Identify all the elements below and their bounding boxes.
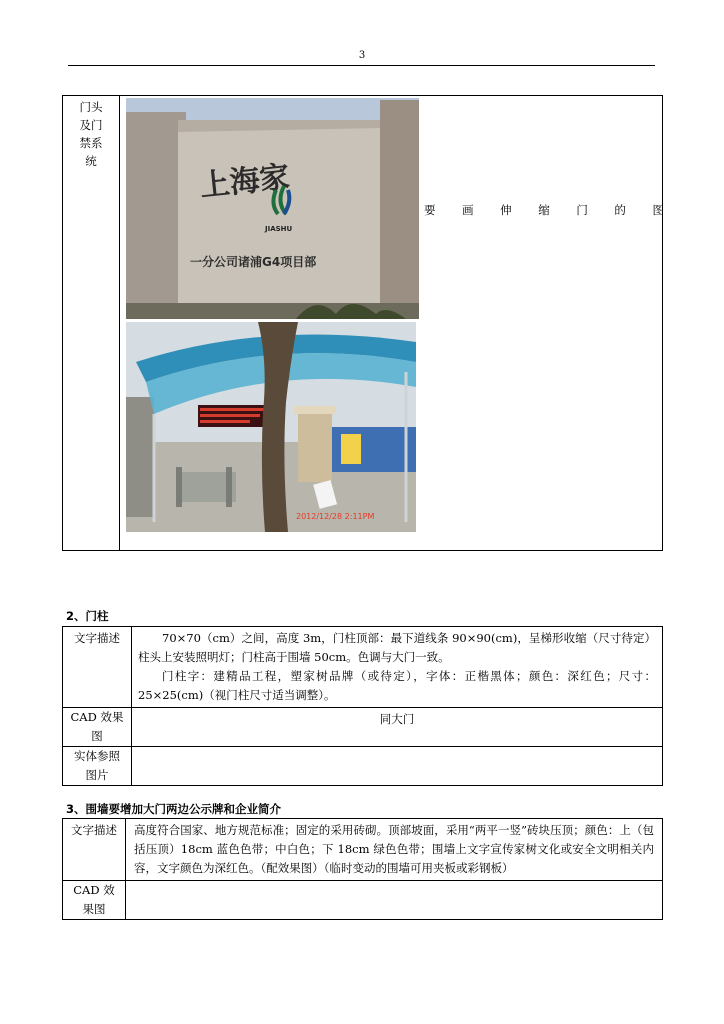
s2-desc-para-2: 门柱字：建精品工程，塑家树品牌（或待定），字体：正楷黑体；颜色：深红色；尺寸：25×25(cm)（视门柱尺寸适当调整）。 <box>138 669 656 702</box>
s2-cad-label-text: CAD 效果图 <box>70 710 124 743</box>
s2-desc-content <box>132 627 663 708</box>
s2-photo-content <box>132 747 663 786</box>
s2-desc-para-1: 70×70（cm）之间，高度 3m，门柱顶部：最下道线条 90×90(cm)，呈梯形收缩（尺寸待定）柱头上安装照明灯；门柱高于围墙 50cm。色调与大门一致。 <box>138 631 656 664</box>
note-char: 的 <box>614 203 626 217</box>
page-number: 3 <box>358 50 366 61</box>
s3-cad-content <box>126 881 663 920</box>
note-char: 缩 <box>538 203 550 217</box>
svg-text:JIASHU: JIASHU <box>265 225 293 233</box>
photo-timestamp: 2012/12/28 2:11PM <box>296 512 375 521</box>
gate-label: 门头及门禁系统 <box>79 100 103 168</box>
gate-table <box>62 95 663 551</box>
company-name-text: 一分公司诸浦G4项目部 <box>190 255 317 269</box>
header-rule <box>68 65 655 66</box>
note-char: 伸 <box>500 203 512 217</box>
s3-desc-label <box>63 819 126 881</box>
s3-desc-label-text: 文字描述 <box>71 823 117 837</box>
s2-photo-label-text: 实体参照图片 <box>74 749 120 782</box>
note-char: 门 <box>576 203 588 217</box>
s2-photo-label <box>63 747 132 786</box>
s3-desc-text: 高度符合国家、地方规范标准；固定的采用砖砌。顶部坡面，采用“两平一竖”砖块压顶；颜色：上（包括压顶）18cm 蓝色色带；中白色；下 18cm 绿色色带；围墙上文字宣传家树文化或安全文明相关内容，文字颜色为深红色。（配效果图）（临时变动的围墙可用夹板或彩钢板） <box>134 823 654 875</box>
sign-wall-photo <box>126 98 419 319</box>
gate-label-cell <box>63 96 120 551</box>
s2-cad-content <box>132 708 663 747</box>
s3-cad-label-text: CAD 效果图 <box>73 883 115 916</box>
note-char: 图 <box>652 203 664 217</box>
s3-desc-content <box>126 819 663 881</box>
section3-heading: 3、围墙要增加大门两边公示牌和企业简介 <box>66 802 281 816</box>
s3-cad-label <box>63 881 126 920</box>
note-char: 画 <box>462 203 474 217</box>
gate-canopy-photo <box>126 322 416 532</box>
gate-content-cell <box>120 96 663 551</box>
gate-note <box>424 201 664 220</box>
note-char: 要 <box>424 203 436 217</box>
section3-table <box>62 818 663 920</box>
section2-table <box>62 626 663 786</box>
s2-cad-label <box>63 708 132 747</box>
s2-cad-content-text: 同大门 <box>379 712 415 726</box>
section2-heading: 2、门柱 <box>66 609 109 623</box>
s2-desc-label: 文字描述 <box>63 627 132 708</box>
svg-text:上海家: 上海家 <box>198 159 292 204</box>
